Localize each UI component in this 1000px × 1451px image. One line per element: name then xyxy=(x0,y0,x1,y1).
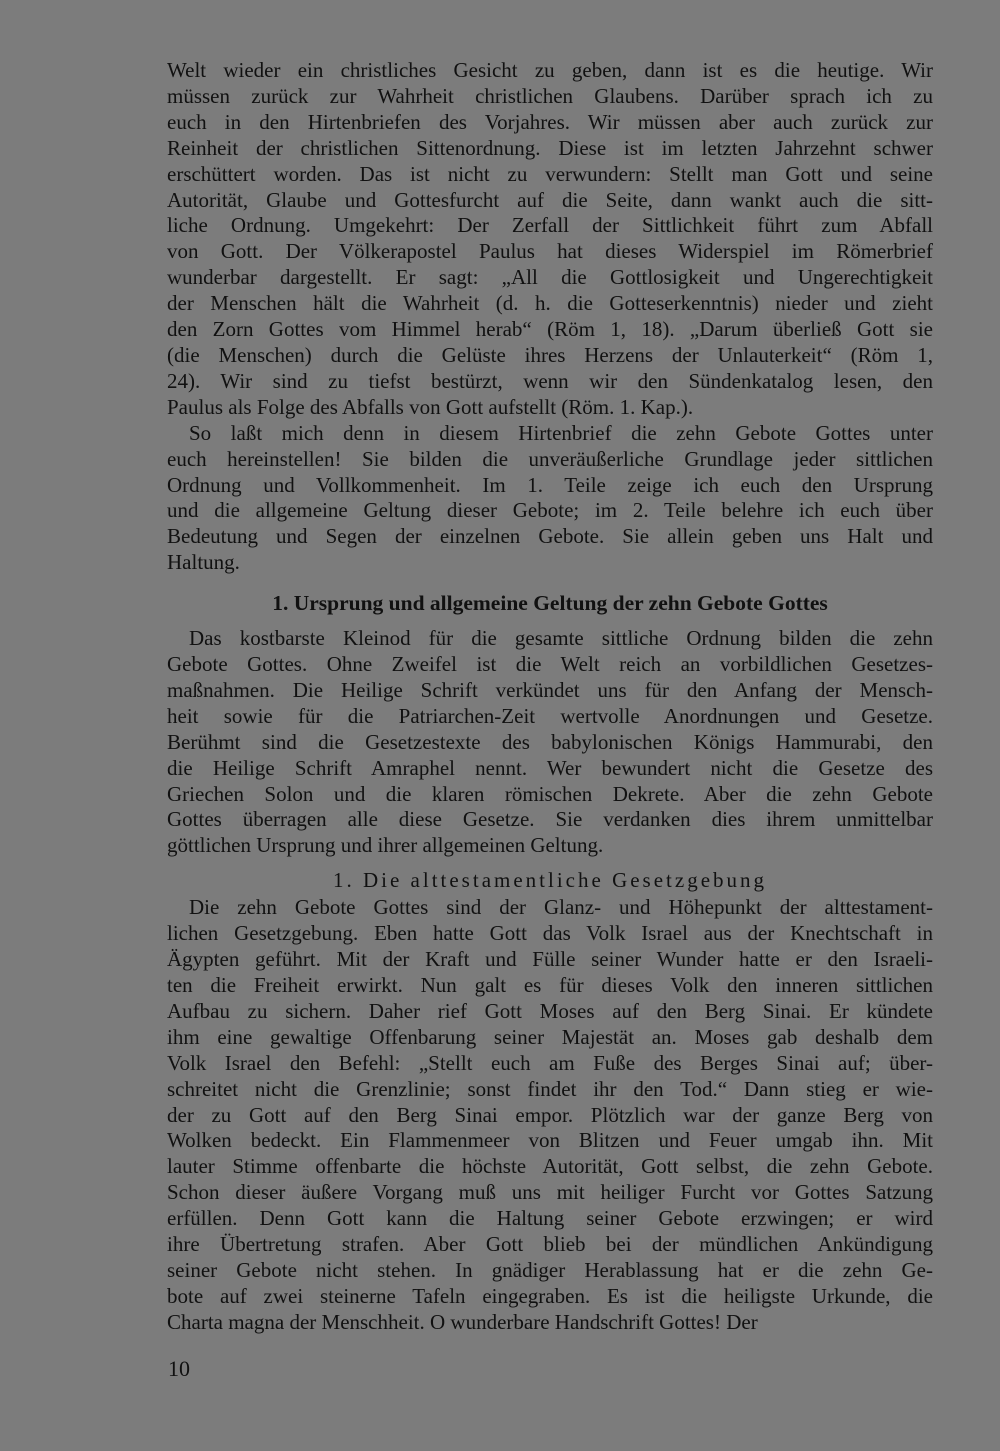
text-line: müssen zurück zur Wahrheit christlichen Glaubens. Darüber sprach ich zu xyxy=(167,83,933,108)
section-heading: 1. Ursprung und allgemeine Geltung der zehn Gebote Gottes xyxy=(272,591,828,616)
text-line: ihre Übertretung strafen. Aber Gott blieb bei der mündlichen Ankündigung xyxy=(167,1232,933,1257)
text-line: Autorität, Glaube und Gottesfurcht auf die Seite, dann wankt auch die sitt- xyxy=(167,187,933,212)
text-line: Welt wieder ein christliches Gesicht zu geben, dann ist es die heutige. Wir xyxy=(167,58,933,82)
text-line: (die Menschen) durch die Gelüste ihres Herzens der Unlauterkeit“ (Röm 1, xyxy=(167,342,933,367)
text-line: maßnahmen. Die Heilige Schrift verkündet uns für den Anfang der Mensch- xyxy=(167,677,933,702)
subsection-heading: 1. Die alttestamentliche Gesetzgebung xyxy=(332,868,768,893)
text-line: Bedeutung und Segen der einzelnen Gebote. Sie allein geben uns Halt und xyxy=(167,524,933,549)
text-line: Volk Israel den Befehl: „Stellt euch am Fuße des Berges Sinai auf; über- xyxy=(167,1050,933,1075)
text-line: euch in den Hirtenbriefen des Vorjahres. Wir müssen aber auch zurück zur xyxy=(167,109,933,134)
text-line: euch hereinstellen! Sie bilden die unveräußerliche Grundlage jeder sittlichen xyxy=(167,446,933,471)
page-number: 10 xyxy=(168,1356,190,1381)
text-line: 24). Wir sind zu tiefst bestürzt, wenn wir den Sündenkatalog lesen, den xyxy=(167,368,933,393)
text-line: ten die Freiheit erwirkt. Nun galt es für dieses Volk den inneren sittlichen xyxy=(167,973,933,997)
text-line: Das kostbarste Kleinod für die gesamte sittliche Ordnung bilden die zehn xyxy=(189,626,933,651)
text-line: Haltung. xyxy=(167,550,240,575)
text-line: lichen Gesetzgebung. Eben hatte Gott das Volk Israel aus der Knechtschaft in xyxy=(167,921,933,946)
text-line: Aufbau zu sichern. Daher rief Gott Moses auf den Berg Sinai. Er kündete xyxy=(167,998,933,1023)
text-line: So laßt mich denn in diesem Hirtenbrief die zehn Gebote Gottes unter xyxy=(189,420,933,445)
text-line: göttlichen Ursprung und ihrer allgemeinen Geltung. xyxy=(167,833,604,858)
text-line: der Menschen hält die Wahrheit (d. h. die Gotteserkenntnis) nieder und zieht xyxy=(167,291,933,316)
text-line: schreitet nicht die Grenzlinie; sonst findet ihr den Tod.“ Dann stieg er wie- xyxy=(167,1076,933,1101)
text-line: seiner Gebote nicht stehen. In gnädiger Herablassung hat er die zehn Ge- xyxy=(167,1257,933,1282)
text-line: Die zehn Gebote Gottes sind der Glanz- und Höhepunkt der alttestament- xyxy=(189,895,933,920)
paragraph-intro xyxy=(167,58,933,421)
text-line: von Gott. Der Völkerapostel Paulus hat dieses Widerspiel im Römerbrief xyxy=(167,239,933,264)
text-line: Ordnung und Vollkommenheit. Im 1. Teile zeige ich euch den Ursprung xyxy=(167,472,933,497)
paragraph-kleinod xyxy=(167,626,933,859)
text-line: Gottes überragen alle diese Gesetze. Sie verdanken dies ihrem unmittelbar xyxy=(167,807,933,832)
text-line: Berühmt sind die Gesetzestexte des babylonischen Königs Hammurabi, den xyxy=(167,729,933,754)
text-line: den Zorn Gottes vom Himmel herab“ (Röm 1, 18). „Darum überließ Gott sie xyxy=(167,317,933,342)
text-line: bote auf zwei steinerne Tafeln eingegraben. Es ist die heiligste Urkunde, die xyxy=(167,1283,933,1308)
text-line: Charta magna der Menschheit. O wunderbare Handschrift Gottes! Der xyxy=(167,1309,758,1334)
text-line: und die allgemeine Geltung dieser Gebote; im 2. Teile belehre ich euch über xyxy=(167,498,933,523)
text-line: Reinheit der christlichen Sittenordnung. Diese ist im letzten Jahrzehnt schwer xyxy=(167,135,933,160)
text-line: erfüllen. Denn Gott kann die Haltung seiner Gebote erzwingen; er wird xyxy=(167,1206,933,1231)
text-line: Griechen Solon und die klaren römischen Dekrete. Aber die zehn Gebote xyxy=(167,781,933,806)
text-line: Paulus als Folge des Abfalls von Gott aufstellt (Röm. 1. Kap.). xyxy=(167,394,694,419)
text-line: heit sowie für die Patriarchen-Zeit wertvolle Anordnungen und Gesetze. xyxy=(167,703,933,728)
text-line: Wolken bedeckt. Ein Flammenmeer von Blitzen und Feuer umgab ihn. Mit xyxy=(167,1128,933,1153)
text-line: ihm eine gewaltige Offenbarung seiner Majestät an. Moses gab deshalb dem xyxy=(167,1024,933,1049)
paragraph-gesetzgebung xyxy=(167,895,933,1335)
paragraph-hirtenbrief xyxy=(167,421,933,576)
text-line: Ägypten geführt. Mit der Kraft und Fülle seiner Wunder hatte er den Israeli- xyxy=(167,947,933,972)
text-line: die Heilige Schrift Amraphel nennt. Wer bewundert nicht die Gesetze des xyxy=(167,755,933,780)
text-line: liche Ordnung. Umgekehrt: Der Zerfall der Sittlichkeit führt zum Abfall xyxy=(167,213,933,238)
text-line: wunderbar dargestellt. Er sagt: „All die Gottlosigkeit und Ungerechtigkeit xyxy=(167,265,933,290)
text-line: Gebote Gottes. Ohne Zweifel ist die Welt reich an vorbildlichen Gesetzes- xyxy=(167,652,933,677)
text-line: lauter Stimme offenbarte die höchste Autorität, Gott selbst, die zehn Gebote. xyxy=(167,1154,933,1179)
page-text-block xyxy=(167,58,933,1336)
text-line: der zu Gott auf den Berg Sinai empor. Plötzlich war der ganze Berg von xyxy=(167,1102,933,1127)
text-line: erschüttert worden. Das ist nicht zu verwundern: Stellt man Gott und seine xyxy=(167,161,933,186)
text-line: Schon dieser äußere Vorgang muß uns mit heiliger Furcht vor Gottes Satzung xyxy=(167,1180,933,1205)
